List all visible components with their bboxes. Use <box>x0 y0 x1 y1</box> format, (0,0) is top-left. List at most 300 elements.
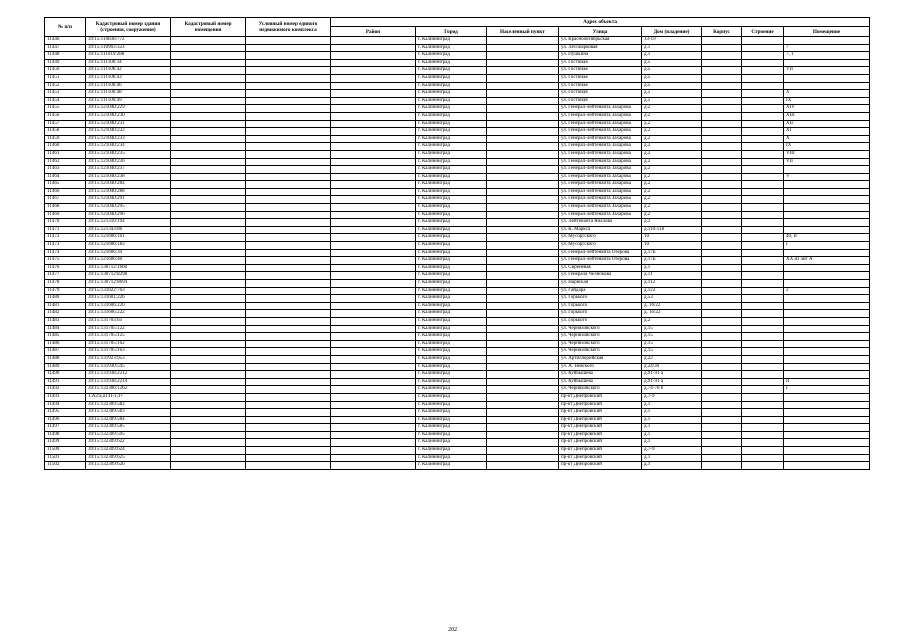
cell-premises: X <box>784 135 870 143</box>
cell-structure <box>742 173 784 181</box>
cell-city: г. Калининград <box>416 462 487 470</box>
cell-corps <box>702 188 742 196</box>
cell-corps <box>702 143 742 151</box>
cell-building-cadastral: 39:15:121040:238 <box>86 173 171 181</box>
table-row <box>45 181 870 189</box>
cell-corps <box>702 325 742 333</box>
cell-district <box>331 386 416 394</box>
cell-premises-cadastral <box>171 67 246 75</box>
cell-structure <box>742 363 784 371</box>
cell-corps <box>702 158 742 166</box>
cell-complex-number <box>246 333 331 341</box>
cell-structure <box>742 74 784 82</box>
cell-structure <box>742 242 784 250</box>
cell-structure <box>742 128 784 136</box>
cell-district <box>331 333 416 341</box>
cell-street: ул. Генерал-лейтенанта Захарова <box>559 105 642 113</box>
cell-settlement <box>487 424 559 432</box>
cell-city: г. Калининград <box>416 287 487 295</box>
cell-building-cadastral: 39:15:132309:622 <box>86 439 171 447</box>
cell-structure <box>742 295 784 303</box>
cell-complex-number <box>246 112 331 120</box>
cell-structure <box>742 143 784 151</box>
cell-premises <box>784 264 870 272</box>
cell-complex-number <box>246 173 331 181</box>
cell-complex-number <box>246 105 331 113</box>
cell-corps <box>702 44 742 52</box>
table-row <box>45 82 870 90</box>
cell-complex-number <box>246 462 331 470</box>
cell-premises-cadastral <box>171 105 246 113</box>
cell-street: ул. Генерал-лейтенанта Озерова <box>559 249 642 257</box>
cell-settlement <box>487 188 559 196</box>
cell-street: ул. Генерал-лейтенанта Захарова <box>559 181 642 189</box>
table-row <box>45 90 870 98</box>
cell-premises-cadastral <box>171 462 246 470</box>
cell-num: 11477 <box>45 272 86 280</box>
cell-building-cadastral: 39:15:132309:595 <box>86 431 171 439</box>
cell-building-cadastral: 39:15:130712:8298 <box>86 272 171 280</box>
cell-premises <box>784 371 870 379</box>
cell-num: 11492 <box>45 386 86 394</box>
cell-district <box>331 219 416 227</box>
cell-structure <box>742 280 784 288</box>
cell-house: д.24/30 <box>642 363 702 371</box>
cell-building-cadastral: 39:15:132309:625 <box>86 454 171 462</box>
cell-premises <box>784 204 870 212</box>
cell-district <box>331 143 416 151</box>
cell-num: 11462 <box>45 158 86 166</box>
cell-settlement <box>487 135 559 143</box>
cell-building-cadastral: 39:15:131938:2212 <box>86 371 171 379</box>
cell-district <box>331 37 416 45</box>
cell-structure <box>742 302 784 310</box>
cell-street: ул. Генерал-лейтенанта Захарова <box>559 166 642 174</box>
table-row <box>45 325 870 333</box>
cell-building-cadastral: 39:15:131938:2214 <box>86 378 171 386</box>
cell-premises <box>784 355 870 363</box>
cell-corps <box>702 242 742 250</box>
cell-premises <box>784 249 870 257</box>
cell-street: ул. Генерал-лейтенанта Захарова <box>559 128 642 136</box>
cell-building-cadastral: 39:15:131705:125 <box>86 333 171 341</box>
cell-street: ул. Черняховского <box>559 348 642 356</box>
cell-complex-number <box>246 82 331 90</box>
cell-corps <box>702 295 742 303</box>
cell-premises <box>784 82 870 90</box>
cell-structure <box>742 393 784 401</box>
cell-district <box>331 355 416 363</box>
cell-complex-number <box>246 67 331 75</box>
cell-district <box>331 226 416 234</box>
cell-district <box>331 188 416 196</box>
cell-street: ул. Генерал-лейтенанта Захарова <box>559 158 642 166</box>
cell-district <box>331 371 416 379</box>
cell-house: д.7-9 <box>642 447 702 455</box>
cell-premises: IX <box>784 97 870 105</box>
cell-house: д.5 <box>642 74 702 82</box>
cell-building-cadastral: 39:15:121040:284 <box>86 181 171 189</box>
cell-premises-cadastral <box>171 439 246 447</box>
table-row <box>45 234 870 242</box>
cell-settlement <box>487 462 559 470</box>
cell-complex-number <box>246 401 331 409</box>
cell-house: д.2 <box>642 181 702 189</box>
cell-complex-number <box>246 226 331 234</box>
cell-structure <box>742 226 784 234</box>
table-row <box>45 348 870 356</box>
cell-complex-number <box>246 264 331 272</box>
cell-num: 11502 <box>45 462 86 470</box>
cell-premises-cadastral <box>171 310 246 318</box>
cell-settlement <box>487 416 559 424</box>
cell-city: г. Калининград <box>416 211 487 219</box>
cell-premises-cadastral <box>171 409 246 417</box>
cell-district <box>331 242 416 250</box>
cell-structure <box>742 454 784 462</box>
cell-corps <box>702 82 742 90</box>
cell-house: д.2 <box>642 112 702 120</box>
cell-complex-number <box>246 280 331 288</box>
cell-premises-cadastral <box>171 143 246 151</box>
cell-building-cadastral: 39:15:121040:291 <box>86 196 171 204</box>
cell-structure <box>742 97 784 105</box>
cell-settlement <box>487 90 559 98</box>
table-row <box>45 340 870 348</box>
cell-house: д.1 <box>642 454 702 462</box>
cell-complex-number <box>246 363 331 371</box>
header-address-group: Адрес объекта <box>331 18 870 27</box>
table-row <box>45 447 870 455</box>
cell-street: ул. Генерала Челнокова <box>559 272 642 280</box>
cell-district <box>331 264 416 272</box>
cell-premises <box>784 188 870 196</box>
cell-premises-cadastral <box>171 166 246 174</box>
table-row <box>45 128 870 136</box>
cell-street: ул. Горького <box>559 310 642 318</box>
cell-settlement <box>487 409 559 417</box>
table-row <box>45 204 870 212</box>
header-corps: Корпус <box>702 27 742 37</box>
cell-district <box>331 52 416 60</box>
cell-building-cadastral: 39:15:121040:233 <box>86 135 171 143</box>
cell-structure <box>742 219 784 227</box>
table-row <box>45 37 870 45</box>
cell-premises-cadastral <box>171 74 246 82</box>
cell-district <box>331 447 416 455</box>
cell-city: г. Калининград <box>416 401 487 409</box>
cell-complex-number <box>246 454 331 462</box>
cell-city: г. Калининград <box>416 37 487 45</box>
cell-structure <box>742 325 784 333</box>
cell-building-cadastral: 39:15:132309:624 <box>86 447 171 455</box>
cell-premises <box>784 348 870 356</box>
cell-house: д.5 <box>642 67 702 75</box>
cell-num: 11490 <box>45 371 86 379</box>
cell-city: г. Калининград <box>416 393 487 401</box>
cell-structure <box>742 272 784 280</box>
cell-num: 11480 <box>45 295 86 303</box>
cell-building-cadastral: 39:15:121040:232 <box>86 128 171 136</box>
cell-num: 11491 <box>45 378 86 386</box>
cell-num: 11458 <box>45 128 86 136</box>
cell-district <box>331 302 416 310</box>
cell-structure <box>742 409 784 417</box>
cell-house: д.5 <box>642 97 702 105</box>
cell-district <box>331 97 416 105</box>
cell-complex-number <box>246 355 331 363</box>
cell-corps <box>702 355 742 363</box>
cell-corps <box>702 97 742 105</box>
cell-premises <box>784 431 870 439</box>
table-row <box>45 105 870 113</box>
cell-street: ул. Генерал-лейтенанта Захарова <box>559 211 642 219</box>
cell-district <box>331 181 416 189</box>
cell-district <box>331 431 416 439</box>
cell-building-cadastral: 1.А2:а,а1:П-1,1+ <box>86 393 171 401</box>
cell-street: ул. Генерал-лейтенанта Захарова <box>559 196 642 204</box>
cell-premises-cadastral <box>171 431 246 439</box>
cell-premises <box>784 340 870 348</box>
cell-building-cadastral: 39:15:121343:86 <box>86 226 171 234</box>
cell-district <box>331 158 416 166</box>
cell-corps <box>702 67 742 75</box>
cell-house: д.7-9 <box>642 393 702 401</box>
cell-settlement <box>487 325 559 333</box>
header-structure: Строение <box>742 27 784 37</box>
cell-premises-cadastral <box>171 264 246 272</box>
cell-num: 11498 <box>45 431 86 439</box>
cell-premises: XII <box>784 120 870 128</box>
cell-building-cadastral: 39:15:132309:584 <box>86 416 171 424</box>
cell-settlement <box>487 295 559 303</box>
cell-building-cadastral: 39:15:131923:953 <box>86 355 171 363</box>
cell-num: 11446 <box>45 37 86 45</box>
cell-premises-cadastral <box>171 90 246 98</box>
cell-house: д.2 <box>642 128 702 136</box>
cell-district <box>331 439 416 447</box>
cell-building-cadastral: 39:15:111106:34 <box>86 59 171 67</box>
registry-sheet <box>44 17 869 470</box>
table-row <box>45 310 870 318</box>
cell-settlement <box>487 386 559 394</box>
cell-num: 11453 <box>45 90 86 98</box>
cell-complex-number <box>246 234 331 242</box>
cell-settlement <box>487 234 559 242</box>
cell-house: д.91-91 а <box>642 378 702 386</box>
cell-street: ул. Сиреневая <box>559 264 642 272</box>
cell-complex-number <box>246 439 331 447</box>
header-premises: Помещение <box>784 27 870 37</box>
cell-premises-cadastral <box>171 363 246 371</box>
cell-corps <box>702 287 742 295</box>
cell-settlement <box>487 317 559 325</box>
cell-settlement <box>487 340 559 348</box>
cell-complex-number <box>246 52 331 60</box>
cell-premises <box>784 196 870 204</box>
cell-num: 11467 <box>45 196 86 204</box>
cell-premises: X <box>784 90 870 98</box>
cell-structure <box>742 257 784 265</box>
cell-house: д.1 <box>642 416 702 424</box>
table-row <box>45 401 870 409</box>
cell-city: г. Калининград <box>416 173 487 181</box>
cell-structure <box>742 105 784 113</box>
cell-street: ул. Генерал-лейтенанта Захарова <box>559 188 642 196</box>
cell-corps <box>702 219 742 227</box>
cell-building-cadastral: 39:15:110838:772 <box>86 37 171 45</box>
cell-corps <box>702 386 742 394</box>
cell-premises <box>784 393 870 401</box>
cell-street: ул. Горького <box>559 295 642 303</box>
cell-settlement <box>487 173 559 181</box>
cell-city: г. Калининград <box>416 280 487 288</box>
cell-premises <box>784 363 870 371</box>
table-row <box>45 355 870 363</box>
cell-num: 11500 <box>45 447 86 455</box>
cell-premises: VIII <box>784 150 870 158</box>
cell-complex-number <box>246 120 331 128</box>
cell-num: 11497 <box>45 424 86 432</box>
cell-settlement <box>487 105 559 113</box>
cell-num: 11499 <box>45 439 86 447</box>
cell-corps <box>702 234 742 242</box>
cell-district <box>331 44 416 52</box>
cell-premises-cadastral <box>171 204 246 212</box>
cell-house: д.15 <box>642 325 702 333</box>
header-complex-number: Условный номер единого недвижимого комплекса <box>246 18 331 37</box>
cell-house: д.5 <box>642 82 702 90</box>
cell-premises-cadastral <box>171 416 246 424</box>
table-row <box>45 257 870 265</box>
cell-corps <box>702 37 742 45</box>
cell-building-cadastral: 39:15:131705:162 <box>86 340 171 348</box>
cell-structure <box>742 378 784 386</box>
cell-premises: V <box>784 173 870 181</box>
cell-premises-cadastral <box>171 355 246 363</box>
cell-city: г. Калининград <box>416 386 487 394</box>
cell-num: 11493 <box>45 393 86 401</box>
cell-street: ул. Гостиная <box>559 59 642 67</box>
cell-premises-cadastral <box>171 386 246 394</box>
header-premises-cadastral: Кадастровый номер помещения <box>171 18 246 37</box>
table-row <box>45 52 870 60</box>
cell-premises-cadastral <box>171 150 246 158</box>
cell-structure <box>742 416 784 424</box>
cell-corps <box>702 150 742 158</box>
cell-house: д.2 <box>642 150 702 158</box>
cell-corps <box>702 226 742 234</box>
cell-district <box>331 416 416 424</box>
cell-structure <box>742 234 784 242</box>
cell-building-cadastral: 39:15:121040:288 <box>86 188 171 196</box>
cell-num: 11451 <box>45 74 86 82</box>
cell-corps <box>702 371 742 379</box>
table-row <box>45 280 870 288</box>
cell-house: д.1 <box>642 439 702 447</box>
cell-num: 11469 <box>45 211 86 219</box>
cell-settlement <box>487 59 559 67</box>
cell-city: г. Калининград <box>416 59 487 67</box>
cell-corps <box>702 447 742 455</box>
cell-building-cadastral: 39:15:111019:288 <box>86 52 171 60</box>
table-row <box>45 166 870 174</box>
cell-settlement <box>487 211 559 219</box>
cell-corps <box>702 74 742 82</box>
cell-corps <box>702 120 742 128</box>
cell-settlement <box>487 166 559 174</box>
cell-building-cadastral: 39:15:121606:40 <box>86 257 171 265</box>
cell-num: 11475 <box>45 257 86 265</box>
cell-district <box>331 310 416 318</box>
cell-district <box>331 135 416 143</box>
table-row <box>45 112 870 120</box>
cell-house: д.91-91 а <box>642 371 702 379</box>
cell-corps <box>702 173 742 181</box>
cell-house: д.22 <box>642 355 702 363</box>
cell-corps <box>702 378 742 386</box>
table-row <box>45 249 870 257</box>
cell-city: г. Калининград <box>416 181 487 189</box>
cell-city: г. Калининград <box>416 44 487 52</box>
cell-district <box>331 90 416 98</box>
cell-district <box>331 424 416 432</box>
cell-corps <box>702 409 742 417</box>
cell-building-cadastral: 39:15:121606:39 <box>86 249 171 257</box>
cell-district <box>331 173 416 181</box>
cell-settlement <box>487 363 559 371</box>
cell-premises-cadastral <box>171 447 246 455</box>
table-body <box>45 37 870 470</box>
cell-city: г. Калининград <box>416 272 487 280</box>
cell-structure <box>742 401 784 409</box>
cell-num: 11481 <box>45 302 86 310</box>
cell-premises: 40, II <box>784 234 870 242</box>
cell-premises <box>784 317 870 325</box>
cell-premises-cadastral <box>171 211 246 219</box>
cell-street: ул. Нарвская <box>559 280 642 288</box>
cell-district <box>331 204 416 212</box>
cell-corps <box>702 439 742 447</box>
cell-city: г. Калининград <box>416 204 487 212</box>
cell-street: пр-кт Днепровский <box>559 424 642 432</box>
cell-premises: 7, 1 <box>784 52 870 60</box>
table-row <box>45 424 870 432</box>
cell-structure <box>742 264 784 272</box>
cell-building-cadastral: 39:15:130712:8694 <box>86 280 171 288</box>
table-row <box>45 188 870 196</box>
cell-premises-cadastral <box>171 371 246 379</box>
cell-district <box>331 249 416 257</box>
cell-premises <box>784 439 870 447</box>
cell-premises-cadastral <box>171 393 246 401</box>
cell-street: ул. Черняховского <box>559 386 642 394</box>
cell-complex-number <box>246 325 331 333</box>
cell-building-cadastral: 39:15:121040:234 <box>86 143 171 151</box>
header-num: № п/п <box>45 18 86 37</box>
cell-complex-number <box>246 181 331 189</box>
cell-city: г. Калининград <box>416 295 487 303</box>
cell-settlement <box>487 52 559 60</box>
cell-district <box>331 287 416 295</box>
cell-num: 11495 <box>45 409 86 417</box>
cell-structure <box>742 196 784 204</box>
table-row <box>45 333 870 341</box>
cell-city: г. Калининград <box>416 325 487 333</box>
table-row <box>45 120 870 128</box>
cell-corps <box>702 280 742 288</box>
cell-street: ул. Генерал-лейтенанта Захарова <box>559 150 642 158</box>
